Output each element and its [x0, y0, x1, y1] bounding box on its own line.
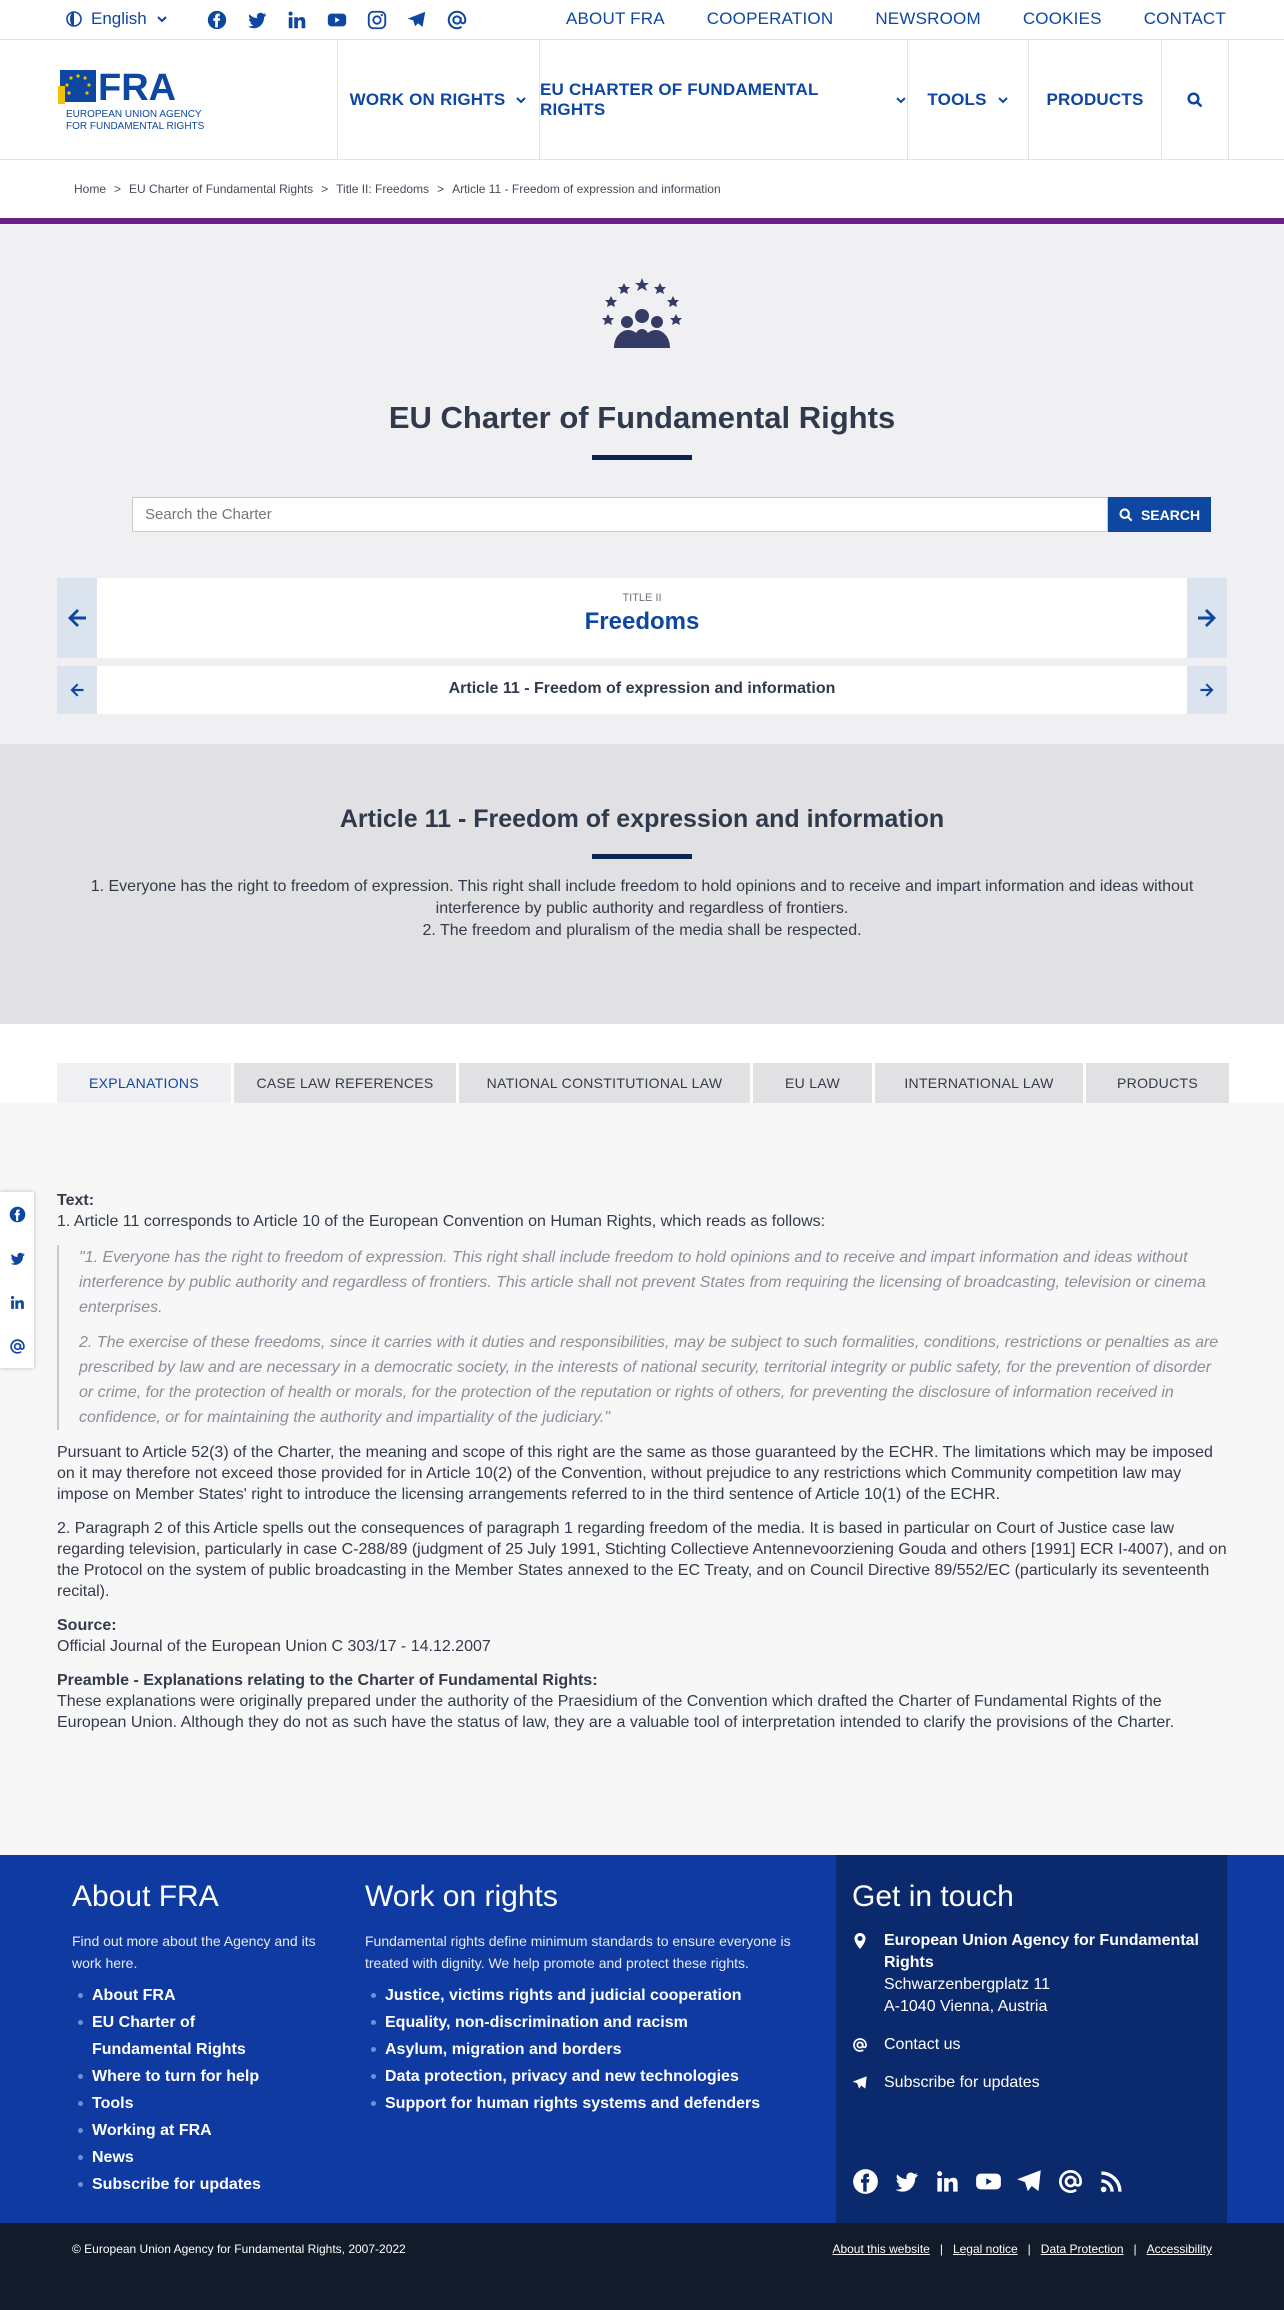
- top-links: [566, 9, 1226, 29]
- facebook-icon[interactable]: [206, 9, 228, 31]
- title-label: TITLE II: [622, 592, 662, 604]
- explanation-pursuant: Pursuant to Article 52(3) of the Charter, the meaning and scope of this right are the same as those guaranteed by the ECHR. The limitations which may be imposed on it may therefore not exceed those provided for in Article 10(2) of the Convention, without prejudice to any restrictions which Community competition law may impose on Member States' right to introduce the licensing arrangements referred to in the third sentence of Article 10(1) of the ECHR.: [57, 1444, 1213, 1503]
- linkedin-icon: [9, 1294, 26, 1311]
- breadcrumb-separator: >: [114, 182, 122, 196]
- link-data-protection[interactable]: Data Protection: [1040, 2242, 1124, 2256]
- link-about-website[interactable]: About this website: [832, 2242, 930, 2256]
- top-link-cooperation[interactable]: COOPERATION: [706, 9, 834, 28]
- arrow-left-icon: [69, 682, 85, 698]
- bottom-bar: [0, 2223, 1284, 2310]
- explanations-content: [57, 1190, 1227, 1746]
- next-article-button[interactable]: [1187, 666, 1227, 714]
- address-line-1: Schwarzenbergplatz 11: [884, 1976, 1051, 1993]
- footer-link[interactable]: Tools: [72, 2090, 332, 2117]
- next-title-button[interactable]: [1187, 578, 1227, 658]
- previous-article-button[interactable]: [57, 666, 97, 714]
- email-icon[interactable]: [446, 9, 468, 31]
- tab-eu-law[interactable]: EU LAW: [753, 1063, 872, 1103]
- youtube-icon[interactable]: [975, 2168, 1002, 2195]
- nav-work-on-rights[interactable]: [338, 40, 540, 160]
- logo-line2: FOR FUNDAMENTAL RIGHTS: [66, 121, 205, 132]
- logo-line1: EUROPEAN UNION AGENCY: [66, 109, 202, 120]
- separator: |: [1133, 2242, 1137, 2256]
- footer-work-title: Work on rights: [365, 1880, 558, 1913]
- tab-explanations[interactable]: EXPLANATIONS: [57, 1063, 231, 1103]
- tab-national-law[interactable]: NATIONAL CONSTITUTIONAL LAW: [459, 1063, 750, 1103]
- search-icon: [1187, 92, 1203, 108]
- explanation-paragraph-2: 2. Paragraph 2 of this Article spells out the consequences of paragraph 1 regarding freedom of the media. It is based in particular on Court of Justice case law regarding television, particularly in case C-288/89 (judgment of 25 July 1991, Stichting Collectieve Antennevoorziening Gouda and others [1991] ECR I-4007), and on the Protocol on the system of public broadcasting in the Member States annexed to the EC Treaty, and on Council Directive 89/552/EC (particularly its seventeenth recital).: [57, 1520, 1227, 1600]
- footer-social: [852, 2168, 1125, 2195]
- youtube-icon[interactable]: [326, 9, 348, 31]
- article-paragraph-2: 2. The freedom and pluralism of the media shall be respected.: [422, 922, 862, 939]
- footer-link[interactable]: Subscribe for updates: [72, 2171, 332, 2198]
- page-title: EU Charter of Fundamental Rights: [388, 400, 896, 435]
- facebook-icon[interactable]: [852, 2168, 879, 2195]
- arrow-right-icon: [1199, 682, 1215, 698]
- instagram-icon[interactable]: [366, 9, 388, 31]
- chevron-down-icon: [156, 13, 168, 25]
- telegram-icon[interactable]: [406, 9, 428, 31]
- search-button-label: SEARCH: [1140, 506, 1201, 523]
- nav-label: TOOLS: [927, 90, 987, 109]
- article-paragraph-1: 1. Everyone has the right to freedom of expression. This right shall include freedom to hold opinions and to receive and impart information and ideas without interference by public authority and regardless of frontiers.: [90, 878, 1194, 917]
- footer-link[interactable]: Justice, victims rights and judicial cooperation: [365, 1982, 805, 2009]
- breadcrumb-title[interactable]: Title II: Freedoms: [336, 182, 430, 196]
- arrow-right-icon: [1196, 607, 1218, 629]
- top-link-cookies[interactable]: COOKIES: [1022, 9, 1102, 28]
- charter-people-icon: [600, 276, 684, 360]
- agency-name: European Union Agency for Fundamental Rights: [884, 1932, 1199, 1971]
- telegram-icon: [852, 2075, 868, 2091]
- header-search-button[interactable]: [1162, 40, 1229, 160]
- language-selector[interactable]: [66, 9, 168, 29]
- footer-link[interactable]: News: [72, 2144, 332, 2171]
- nav-label: WORK ON RIGHTS: [349, 90, 506, 109]
- share-email[interactable]: [0, 1324, 34, 1368]
- charter-search-input[interactable]: [132, 497, 1108, 532]
- rss-icon[interactable]: [1098, 2168, 1125, 2195]
- top-link-newsroom[interactable]: NEWSROOM: [875, 9, 981, 28]
- footer-about: [72, 1880, 332, 2198]
- logo-graphic: [58, 66, 208, 132]
- search-icon: [1119, 508, 1133, 522]
- email-icon[interactable]: [1057, 2168, 1084, 2195]
- twitter-icon[interactable]: [893, 2168, 920, 2195]
- title-name: Freedoms: [584, 608, 700, 635]
- source-text: Official Journal of the European Union C 303/17 - 14.12.2007: [57, 1638, 491, 1655]
- breadcrumb-separator: >: [321, 182, 329, 196]
- breadcrumb-separator: >: [437, 182, 445, 196]
- breadcrumb-charter[interactable]: EU Charter of Fundamental Rights: [129, 182, 314, 196]
- share-linkedin[interactable]: [0, 1280, 34, 1324]
- title-underline: [592, 455, 692, 460]
- chevron-down-icon: [997, 94, 1009, 106]
- nav-products[interactable]: [1029, 40, 1162, 160]
- echr-quote: [57, 1245, 1227, 1430]
- twitter-icon: [9, 1250, 26, 1267]
- quote-paragraph-2: 2. The exercise of these freedoms, since it carries with it duties and responsibilities, may be subject to such formalities, conditions, restrictions or penalties as are prescribed by law and are necessary in a democratic society, in the interests of national security, territorial integrity or public safety, for the prevention of disorder or crime, for the protection of health or morals, for the protection of the reputation or rights of others, for preventing the disclosure of information received in confidence, or for maintaining the authority and impartiality of the judiciary.": [79, 1334, 1219, 1426]
- separator: |: [939, 2242, 943, 2256]
- footer-link[interactable]: Where to turn for help: [72, 2063, 332, 2090]
- share-twitter[interactable]: [0, 1236, 34, 1280]
- footer-link[interactable]: About FRA: [72, 1982, 332, 2009]
- copyright: © European Union Agency for Fundamental Rights, 2007-2022: [72, 2242, 406, 2256]
- tab-international-law[interactable]: INTERNATIONAL LAW: [875, 1063, 1083, 1103]
- facebook-icon: [9, 1206, 26, 1223]
- social-links: [206, 9, 468, 31]
- chevron-down-icon: [515, 94, 527, 106]
- tab-products[interactable]: PRODUCTS: [1086, 1063, 1229, 1103]
- legal-links: [832, 2242, 1212, 2256]
- preamble-text: These explanations were originally prepared under the authority of the Praesidium of the Convention which drafted the Charter of Fundamental Rights of the European Union. Although they do not as such have the status of law, they are a valuable tool of interpretation intended to clarify the provisions of the Charter.: [57, 1693, 1175, 1731]
- share-sidebar: [0, 1192, 34, 1368]
- telegram-icon[interactable]: [1016, 2168, 1043, 2195]
- content-tabs: [57, 1063, 1229, 1103]
- arrow-left-icon: [66, 607, 88, 629]
- article-title: Article 11 - Freedom of expression and information: [339, 805, 945, 833]
- chevron-down-icon: [895, 94, 907, 106]
- breadcrumb-home[interactable]: Home: [74, 182, 107, 196]
- article-nav-title[interactable]: Article 11 - Freedom of expression and information: [448, 680, 836, 697]
- linkedin-icon[interactable]: [286, 9, 308, 31]
- globe-icon: [66, 11, 82, 27]
- link-accessibility[interactable]: Accessibility: [1146, 2242, 1212, 2256]
- email-icon: [852, 2037, 868, 2053]
- email-icon: [9, 1338, 26, 1355]
- contact-us-link[interactable]: [852, 2034, 1212, 2056]
- subscribe-label: Subscribe for updates: [884, 2074, 1040, 2091]
- explanation-intro: 1. Article 11 corresponds to Article 10 of the European Convention on Human Rights, which reads as follows:: [57, 1213, 826, 1230]
- footer-link[interactable]: Working at FRA: [72, 2117, 332, 2144]
- breadcrumb: [74, 182, 721, 196]
- tab-case-law[interactable]: CASE LAW REFERENCES: [234, 1063, 456, 1103]
- footer-work: [365, 1880, 805, 2117]
- article-title-underline: [592, 854, 692, 859]
- nav-tools[interactable]: [908, 40, 1029, 160]
- article-text: [80, 876, 1204, 942]
- nav-label: EU CHARTER OF FUNDAMENTAL RIGHTS: [540, 80, 819, 119]
- logo-title: FRA: [98, 67, 177, 109]
- linkedin-icon[interactable]: [934, 2168, 961, 2195]
- subscribe-link[interactable]: [852, 2072, 1212, 2094]
- preamble-label: Preamble - Explanations relating to the Charter of Fundamental Rights:: [57, 1672, 598, 1689]
- text-label: Text:: [57, 1192, 95, 1209]
- nav-eu-charter[interactable]: [540, 40, 908, 160]
- top-link-contact[interactable]: CONTACT: [1143, 9, 1226, 28]
- top-link-about[interactable]: ABOUT FRA: [565, 9, 665, 28]
- source-label: Source:: [57, 1617, 117, 1634]
- footer-link[interactable]: Support for human rights systems and defenders: [365, 2090, 805, 2117]
- breadcrumb-current: Article 11 - Freedom of expression and information: [452, 182, 721, 196]
- charter-search-button[interactable]: [1108, 497, 1211, 532]
- link-legal-notice[interactable]: Legal notice: [952, 2242, 1018, 2256]
- footer-contact: [852, 1880, 1212, 2110]
- twitter-icon[interactable]: [246, 9, 268, 31]
- article-navigation: [57, 666, 1227, 714]
- footer-about-lead: Find out more about the Agency and its work here.: [72, 1933, 316, 1971]
- footer-link[interactable]: EU Charter of Fundamental Rights: [72, 2009, 292, 2063]
- footer-link[interactable]: Data protection, privacy and new technologies: [365, 2063, 805, 2090]
- fra-logo[interactable]: [58, 66, 208, 132]
- utility-bar: [0, 0, 1284, 40]
- footer-work-lead: Fundamental rights define minimum standards to ensure everyone is treated with dignity. We help promote and protect these rights.: [365, 1933, 791, 1971]
- location-pin-icon: [852, 1933, 868, 1949]
- footer-link[interactable]: Asylum, migration and borders: [365, 2036, 805, 2063]
- address-line-2: A-1040 Vienna, Austria: [884, 1998, 1048, 2015]
- footer-about-title: About FRA: [72, 1880, 219, 1913]
- previous-title-button[interactable]: [57, 578, 97, 658]
- separator: |: [1027, 2242, 1031, 2256]
- main-nav: [337, 40, 1229, 160]
- main-header: [0, 40, 1284, 160]
- contact-us-label: Contact us: [884, 2036, 961, 2053]
- quote-paragraph-1: "1. Everyone has the right to freedom of expression. This right shall include freedom to hold opinions and to receive and impart information and ideas without interference by public authority and regardless of frontiers. This article shall not prevent States from requiring the licensing of broadcasting, television or cinema enterprises.: [79, 1249, 1206, 1316]
- footer-link[interactable]: Equality, non-discrimination and racism: [365, 2009, 805, 2036]
- address-block: [852, 1930, 1212, 2018]
- share-facebook[interactable]: [0, 1192, 34, 1236]
- title-navigation: [57, 578, 1227, 658]
- language-label: English: [91, 9, 147, 28]
- nav-label: PRODUCTS: [1046, 90, 1144, 109]
- footer-contact-title: Get in touch: [852, 1880, 1014, 1913]
